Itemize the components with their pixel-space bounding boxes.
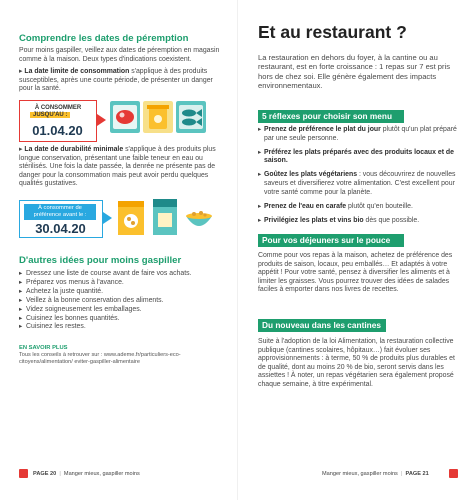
more-info-link[interactable]: Tous les conseils à retrouver sur : www.ademe.fr/particuliers-eco-citoyens/alimentation/ eviter-gaspiller-alimentaire [19,352,181,365]
canteen-heading: Du nouveau dans les cantines [258,319,386,332]
list-item: ▸ Prenez de préférence le plat du jour plutôt qu'un plat préparé par une seule personne. [258,126,466,143]
list-item: ▸ Préparez vos menus à l'avance. [19,279,227,288]
dlc-badge-top: À CONSOMMER [34,105,82,111]
list-item: ▸ Achetez la juste quantité. [19,288,227,297]
list-item: ▸ Dressez une liste de course avant de faire vos achats. [19,270,227,279]
pasta-box-icon [150,197,180,235]
list-item: ▸ Privilégiez les plats et vins bio dès que possible. [258,217,466,226]
cereal-bowl-icon [184,202,214,236]
page-marker-icon [19,469,28,478]
dlc-badge-label: JUSQU'AU : [30,112,70,118]
ddm-arrow-icon [103,212,112,224]
dlc-badge-date: 01.04.20 [32,123,83,138]
dlc-arrow-icon [97,114,106,126]
list-item: ▸ Cuisinez les restes. [19,323,227,332]
dates-heading: Comprendre les dates de péremption [19,33,189,44]
ddm-badge-label: À consommer de préférence avant le : [24,204,96,220]
ideas-heading: D'autres idées pour moins gaspiller [19,255,182,266]
menu-reflexes-heading: 5 réflexes pour choisir son menu [258,110,404,123]
ddm-paragraph: ▸ La date de durabilité minimale s'applique à des produits plus longue conservation, présentant une faible teneur en eau ou stérilisés. Une fois la date passée, la denrée ne présente pas de danger pour la consommation mais peut avoir perdu quelques qualités gustatives. [19,146,216,188]
page-number: PAGE 20 [33,471,57,477]
list-item: ▸ Videz soigneusement les emballages. [19,306,227,315]
list-item: ▸ Cuisinez les bonnes quantités. [19,315,227,324]
list-item: ▸ Prenez de l'eau en carafe plutôt qu'en bouteille. [258,203,466,212]
canteen-text: Suite à l'adoption de la loi Alimentation, la restauration collective publique (cantines scolaires, hôpitaux…) fait évoluer ses approvisionnements : à terme, 50 % de produits plus durables et de qualité, dont au moins 20 % de bio, seront servis dans les assiettes ! À noter, un repas végétarien sera également proposé chaque semaine, à titre expérimental. [258,338,455,388]
list-item: ▸ Veillez à la bonne conservation des aliments. [19,297,227,306]
fish-package-icon [176,101,206,133]
page-number: PAGE 21 [405,471,429,477]
ideas-list [19,270,227,332]
ddm-text: s'applique à des produits plus longue conservation, présentant une faible teneur en eau ou stérilisés. Une fois la date passée, la denrée ne présente pas de danger pour la consommation mais peut avoir perdu quelques qualités gustatives. [19,146,216,188]
cereal-box-icon [116,197,146,235]
list-item: ▸ Préférez les plats préparés avec des produits locaux et de saison. [258,149,466,166]
lunch-text: Comme pour vos repas à la maison, achetez de préférence des produits de saison, locaux, peu emballés… Et adaptés à votre appétit ! Pour votre santé, pensez à diversifier les aliments et à limiter les graisses. Vous pourrez trouver des idées de salades faciles à emporter dans nos livres de recettes. [258,252,453,294]
lunch-heading: Pour vos déjeuners sur le pouce [258,234,404,247]
footer-right: Manger mieux, gaspiller moins | PAGE 21 [322,471,429,477]
page-marker-icon [449,469,458,478]
footer-title: Manger mieux, gaspiller moins [63,471,140,477]
restaurant-heading: Et au restaurant ? [258,22,407,42]
restaurant-intro: La restauration en dehors du foyer, à la cantine ou au restaurant, est en forte croissance : 1 repas sur 7 est pris hors de chez soi. Elle génère également des impacts environnementaux. [258,53,451,91]
dlc-badge [19,100,97,142]
ddm-badge [19,200,103,238]
dlc-paragraph: ▸ La date limite de consommation s'applique à des produits susceptibles, après une courte période, de présenter un danger pour la santé. [19,68,213,93]
footer-title: Manger mieux, gaspiller moins [322,471,398,477]
meat-package-icon [110,101,140,133]
ddm-badge-date: 30.04.20 [35,221,86,236]
dates-intro: Pour moins gaspiller, veillez aux dates de péremption en magasin comme à la maison. Deux types d'indications coexistent. [19,47,220,63]
list-item: ▸ Goûtez les plats végétariens : vous découvrirez de nouvelles saveurs et diversifierez votre alimentation. C'est excellent pour votre santé comme pour la planète. [258,171,466,197]
reflexes-list [258,126,466,231]
yogurt-icon [143,101,173,133]
footer-left: PAGE 20 | Manger mieux, gaspiller moins [33,471,140,477]
dlc-text: s'applique à des produits susceptibles, après une courte période, de présenter un danger pour la santé. [19,68,213,93]
dlc-title: La date limite de consommation [24,68,130,75]
more-info-title: EN SAVOIR PLUS [19,345,68,351]
ddm-title: La date de durabilité minimale [24,146,124,153]
